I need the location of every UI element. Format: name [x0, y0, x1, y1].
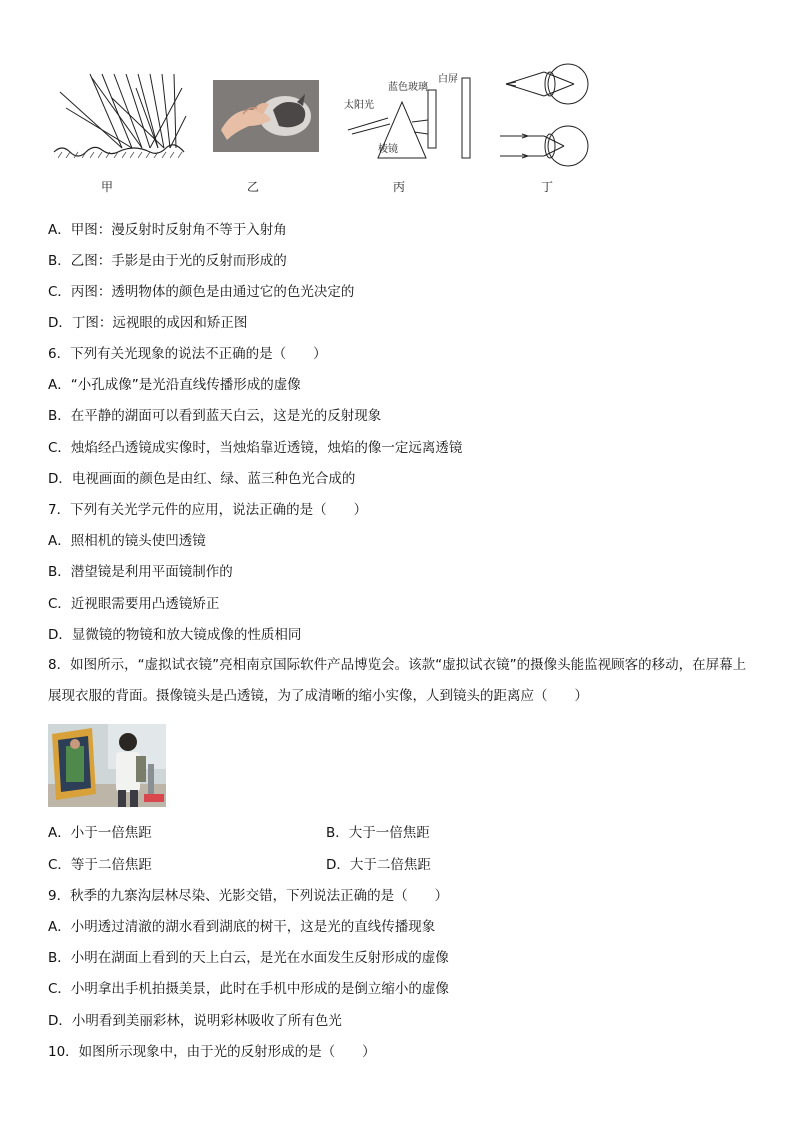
q9-option-c: C．小明拿出手机拍摄美景，此时在手机中形成的是倒立缩小的虚像 — [48, 981, 449, 997]
q6-option-b: B．在平静的湖面可以看到蓝天白云，这是光的反射现象 — [48, 408, 382, 424]
q8-virtual-mirror-photo — [48, 724, 166, 807]
figure-jia-caption: 甲 — [100, 180, 113, 194]
q6-stem: 6．下列有关光现象的说法不正确的是（ ） — [48, 346, 327, 362]
q10-stem: 10．如图所示现象中，由于光的反射形成的是（ ） — [48, 1044, 376, 1060]
q6-option-c: C．烛焰经凸透镜成实像时，当烛焰靠近透镜，烛焰的像一定远离透镜 — [48, 440, 463, 456]
q9-option-d: D．小明看到美丽彩林，说明彩林吸收了所有色光 — [48, 1013, 342, 1029]
q9-stem: 9．秋季的九寨沟层林尽染、光影交错，下列说法正确的是（ ） — [48, 888, 449, 904]
q8-option-d: D．大于二倍焦距 — [326, 857, 431, 873]
q7-option-c: C．近视眼需要用凸透镜矫正 — [48, 596, 220, 612]
label-sunlight: 太阳光 — [344, 100, 374, 111]
q5-option-d: D．丁图：远视眼的成因和矫正图 — [48, 315, 248, 331]
q5-option-b: B．乙图：手影是由于光的反射而形成的 — [48, 253, 287, 269]
q8-option-c: C．等于二倍焦距 — [48, 857, 152, 873]
figure-yi-hand-shadow — [213, 80, 319, 152]
figure-jia-diffuse-reflection — [52, 68, 187, 158]
figure-bing-caption: 丙 — [392, 180, 405, 194]
q7-option-d: D．显微镜的物镜和放大镜成像的性质相同 — [48, 627, 302, 643]
figure-ding-eye-diagrams — [498, 62, 602, 174]
q8-stem: 8．如图所示，“虚拟试衣镜”亮相南京国际软件产品博览会。该款“虚拟试衣镜”的摄像头能监视顾客的移动，在屏幕上展现衣服的背面。摄像镜头是凸透镜，为了成清晰的缩小实像，人到镜头的距离应（ ） — [48, 657, 747, 704]
q7-option-b: B．潜望镜是利用平面镜制作的 — [48, 564, 233, 580]
q7-stem: 7．下列有关光学元件的应用，说法正确的是（ ） — [48, 502, 368, 518]
q9-option-b: B．小明在湖面上看到的天上白云，是光在水面发生反射形成的虚像 — [48, 950, 449, 966]
figure-ding-caption: 丁 — [540, 180, 553, 194]
q8-option-b: B．大于一倍焦距 — [326, 825, 430, 841]
q6-option-a: A．“小孔成像”是光沿直线传播形成的虚像 — [48, 377, 301, 393]
label-blue-glass: 蓝色玻璃 — [388, 82, 428, 93]
q7-option-a: A．照相机的镜头使凹透镜 — [48, 533, 206, 549]
label-prism: 棱镜 — [378, 144, 398, 155]
q5-option-c: C．丙图：透明物体的颜色是由通过它的色光决定的 — [48, 284, 355, 300]
label-white-screen: 白屏 — [438, 74, 458, 85]
figure-yi-caption: 乙 — [246, 180, 259, 194]
q8-option-a: A．小于一倍焦距 — [48, 825, 152, 841]
figure-bing-prism-dispersion — [342, 70, 478, 162]
q5-option-a: A．甲图：漫反射时反射角不等于入射角 — [48, 222, 287, 238]
q9-option-a: A．小明透过清澈的湖水看到湖底的树干，这是光的直线传播现象 — [48, 919, 436, 935]
q6-option-d: D．电视画面的颜色是由红、绿、蓝三种色光合成的 — [48, 471, 356, 487]
